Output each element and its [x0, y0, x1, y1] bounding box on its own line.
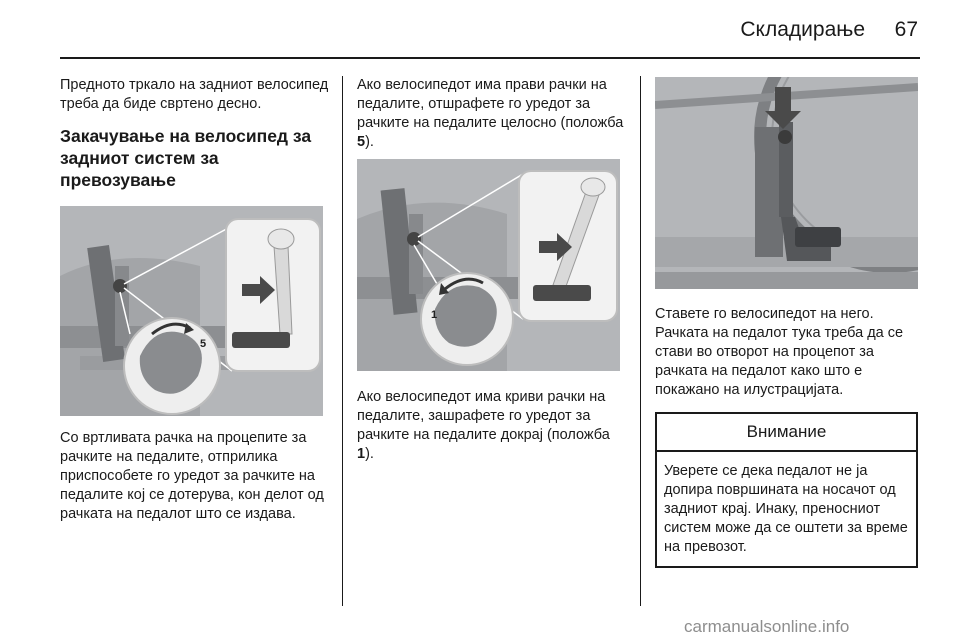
- position-value-5: 5: [357, 134, 366, 150]
- figure-crank-positions: [357, 159, 620, 371]
- notice-title: Внимание: [657, 414, 916, 452]
- page-header: [0, 0, 960, 58]
- notice-body: Уверете се дека педалот не ја допира површината на носачот од задниот крај. Инаку, преносниот систем може да се оштети за време на превозот.: [664, 463, 908, 555]
- knob-position-label: 5: [200, 338, 207, 350]
- straight-crank-paragraph: [357, 76, 627, 152]
- bike-placement-illustration: [655, 77, 918, 289]
- watermark: carmanualsonline.info: [684, 617, 850, 636]
- column-divider-right: [640, 76, 641, 606]
- section-title: Складирање: [740, 18, 865, 41]
- column-right: [655, 76, 925, 568]
- placement-paragraph: Ставете го велосипедот на него. Рачката на педалот тука треба да се стави во отворот на процепот за рачката на педалот како што е покажано на илустрацијата.: [655, 306, 904, 398]
- figure-bike-placement: [655, 77, 918, 289]
- knob-position-label: 1: [431, 309, 438, 321]
- section-heading: Закачување на велосипед за задниот систем за превозување: [60, 126, 312, 190]
- column-middle: [357, 76, 627, 464]
- intro-paragraph: Предното тркало на задниот велосипед треба да биде свртено десно.: [60, 77, 329, 112]
- position-value-1: 1: [357, 446, 366, 462]
- header-divider: [60, 57, 920, 59]
- figure1-caption: Со вртливата рачка на процепите за рачките на педалите, отприлика приспособете го уредот за рачките на педалите кој се дотерува, кон делот од рачката на педалот што се издава.: [60, 430, 324, 522]
- figure-adjust-pedal-device: [60, 206, 323, 416]
- straight-crank-text: Ако велосипедот има прави рачки на педалите, отшрафете го уредот за рачките на педалите целосно (положба: [357, 77, 624, 131]
- page-number: 67: [894, 18, 918, 41]
- crank-position-illustration: [357, 159, 620, 371]
- warning-notice-box: [655, 412, 918, 568]
- curved-crank-text: Ако велосипедот има криви рачки на педалите, зашрафете го уредот за рачките на педалите докрај (положба: [357, 389, 610, 443]
- column-divider-left: [342, 76, 343, 606]
- pedal-device-illustration: [60, 206, 323, 416]
- column-left: [60, 76, 330, 524]
- straight-crank-text-end: ).: [365, 134, 374, 150]
- curved-crank-text-end: ).: [365, 446, 374, 462]
- curved-crank-paragraph: [357, 388, 627, 464]
